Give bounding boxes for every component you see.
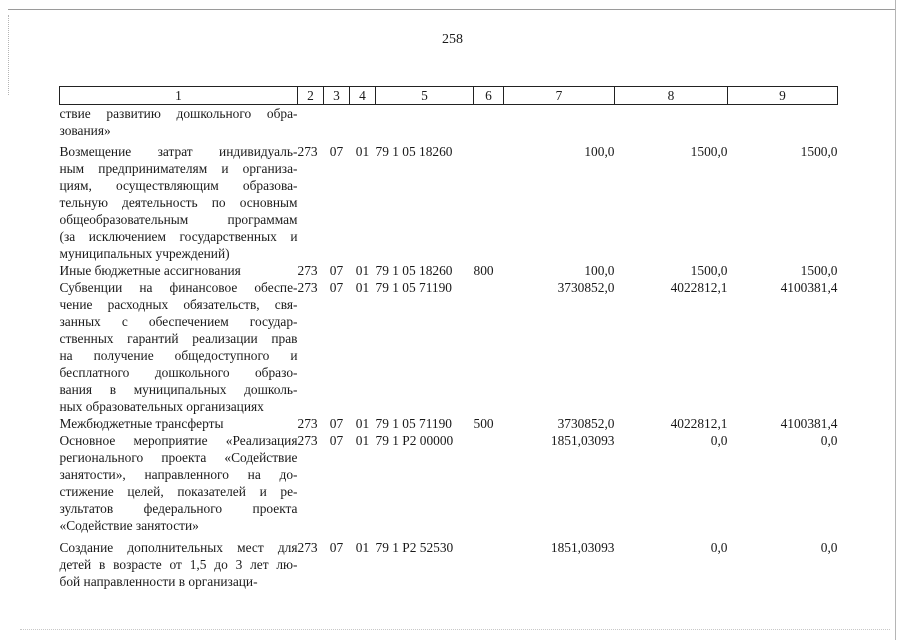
row-section-code: 07	[329, 144, 344, 159]
row-name-line: регионального проекта «Содействие	[59, 450, 298, 465]
header-col-1: 1	[60, 87, 298, 105]
row-name-line: бой направленности в организаци-	[59, 574, 258, 589]
header-col-5: 5	[376, 87, 474, 105]
row-amount-col8: 1500,0	[690, 263, 728, 278]
row-name	[60, 534, 298, 590]
header-row	[60, 87, 838, 105]
table-row	[60, 105, 838, 140]
row-amount-col9: 4100381,4	[780, 280, 838, 295]
row-admin-code	[298, 105, 324, 140]
row-name-line: детей в возрасте от 1,5 до 3 лет лю-	[59, 557, 298, 572]
row-admin-code: 273	[297, 540, 318, 555]
row-amount-col7: 1851,03093	[550, 540, 615, 555]
row-name-line: Возмещение затрат индивидуаль-	[59, 144, 298, 159]
row-amount-col9: 1500,0	[800, 263, 838, 278]
top-border-line	[8, 9, 896, 10]
header-col-6: 6	[474, 87, 504, 105]
row-name-line: циям, осуществляющим образова-	[59, 178, 298, 193]
left-margin-marks	[8, 15, 9, 95]
header-col-2: 2	[298, 87, 324, 105]
row-subsection-code: 01	[355, 540, 370, 555]
row-amount-col7: 100,0	[584, 263, 615, 278]
row-name-line: чение расходных обязательств, свя-	[59, 297, 298, 312]
row-name-line: занных с обеспечением государ-	[59, 314, 298, 329]
row-name	[60, 105, 298, 140]
row-target-article: 79 1 P2 00000	[375, 433, 454, 448]
row-name-line: «Содействие занятости»	[59, 518, 199, 533]
row-target-article: 79 1 05 71190	[375, 280, 452, 295]
row-subsection-code: 01	[355, 416, 370, 431]
row-section-code: 07	[329, 433, 344, 448]
row-expense-type	[474, 534, 504, 590]
row-name-line: ных образовательных организациях	[59, 399, 264, 414]
header-col-4: 4	[350, 87, 376, 105]
row-amount-col8: 1500,0	[690, 144, 728, 159]
row-name	[60, 262, 298, 279]
row-amount-col7: 100,0	[584, 144, 615, 159]
row-name	[60, 415, 298, 432]
row-amount-col8: 4022812,1	[670, 280, 728, 295]
row-name-line: Иные бюджетные ассигнования	[59, 263, 241, 278]
row-expense-type	[474, 105, 504, 140]
row-target-article: 79 1 P2 52530	[375, 540, 454, 555]
row-subsection-code: 01	[355, 433, 370, 448]
table-row	[60, 139, 838, 262]
table-row	[60, 415, 838, 432]
row-amount-col9: 1500,0	[800, 144, 838, 159]
row-expense-type	[474, 432, 504, 534]
table-row	[60, 534, 838, 590]
table-row	[60, 432, 838, 534]
row-amount-col7	[504, 105, 615, 140]
row-amount-col8: 0,0	[710, 433, 728, 448]
row-admin-code: 273	[297, 433, 318, 448]
table-row	[60, 279, 838, 415]
row-name	[60, 279, 298, 415]
row-admin-code: 273	[297, 144, 318, 159]
row-name-line: вания в муниципальных дошколь-	[59, 382, 298, 397]
row-name-line: бесплатного дошкольного образо-	[59, 365, 298, 380]
header-col-7: 7	[504, 87, 615, 105]
row-section-code: 07	[329, 540, 344, 555]
row-section-code: 07	[329, 263, 344, 278]
budget-table	[59, 86, 838, 590]
header-col-9: 9	[728, 87, 838, 105]
row-amount-col9	[728, 105, 838, 140]
row-expense-type: 500	[473, 416, 494, 431]
row-name-line: занятости», направленного на до-	[59, 467, 298, 482]
row-admin-code: 273	[297, 263, 318, 278]
row-name-line: Основное мероприятие «Реализация	[59, 433, 298, 448]
row-amount-col7: 1851,03093	[550, 433, 615, 448]
row-amount-col9: 0,0	[820, 540, 838, 555]
row-admin-code: 273	[297, 280, 318, 295]
row-name	[60, 432, 298, 534]
row-name-line: Создание дополнительных мест для	[59, 540, 298, 555]
header-col-8: 8	[615, 87, 728, 105]
row-subsection-code	[350, 105, 376, 140]
row-subsection-code: 01	[355, 263, 370, 278]
row-amount-col8: 4022812,1	[670, 416, 728, 431]
table-row	[60, 262, 838, 279]
row-section-code: 07	[329, 416, 344, 431]
row-subsection-code: 01	[355, 144, 370, 159]
row-name-line: ствие развитию дошкольного обра-	[59, 106, 298, 121]
table-body	[60, 105, 838, 591]
row-name	[60, 139, 298, 262]
row-name-line: муниципальных учреждений)	[59, 246, 230, 261]
row-name-line: на получение общедоступного и	[59, 348, 298, 363]
row-name-line: Межбюджетные трансферты	[59, 416, 224, 431]
row-name-line: общеобразовательным программам	[59, 212, 298, 227]
row-amount-col8	[615, 105, 728, 140]
row-name-line: (за исключением государственных и	[59, 229, 298, 244]
header-col-3: 3	[324, 87, 350, 105]
row-expense-type	[474, 279, 504, 415]
row-name-line: ным предпринимателям и организа-	[59, 161, 298, 176]
row-name-line: тельную деятельность по основным	[59, 195, 298, 210]
row-name-line: Субвенции на финансовое обеспе-	[59, 280, 298, 295]
row-name-line: зультатов федерального проекта	[59, 501, 298, 516]
row-target-article: 79 1 05 18260	[375, 144, 453, 159]
row-amount-col9: 0,0	[820, 433, 838, 448]
row-amount-col7: 3730852,0	[557, 416, 615, 431]
row-target-article	[376, 105, 474, 140]
row-amount-col8: 0,0	[710, 540, 728, 555]
row-amount-col7: 3730852,0	[557, 280, 615, 295]
row-subsection-code: 01	[355, 280, 370, 295]
page-number: 258	[442, 32, 463, 47]
row-name-line: ственных гарантий реализации прав	[59, 331, 298, 346]
row-amount-col9: 4100381,4	[780, 416, 838, 431]
row-expense-type	[474, 139, 504, 262]
row-admin-code: 273	[297, 416, 318, 431]
row-name-line: зования»	[59, 123, 111, 138]
row-name-line: стижение целей, показателей и ре-	[59, 484, 298, 499]
bottom-scan-noise	[20, 629, 890, 630]
right-edge-line	[895, 0, 896, 640]
row-target-article: 79 1 05 18260	[375, 263, 453, 278]
row-section-code	[324, 105, 350, 140]
row-section-code: 07	[329, 280, 344, 295]
row-expense-type: 800	[473, 263, 494, 278]
row-target-article: 79 1 05 71190	[375, 416, 452, 431]
